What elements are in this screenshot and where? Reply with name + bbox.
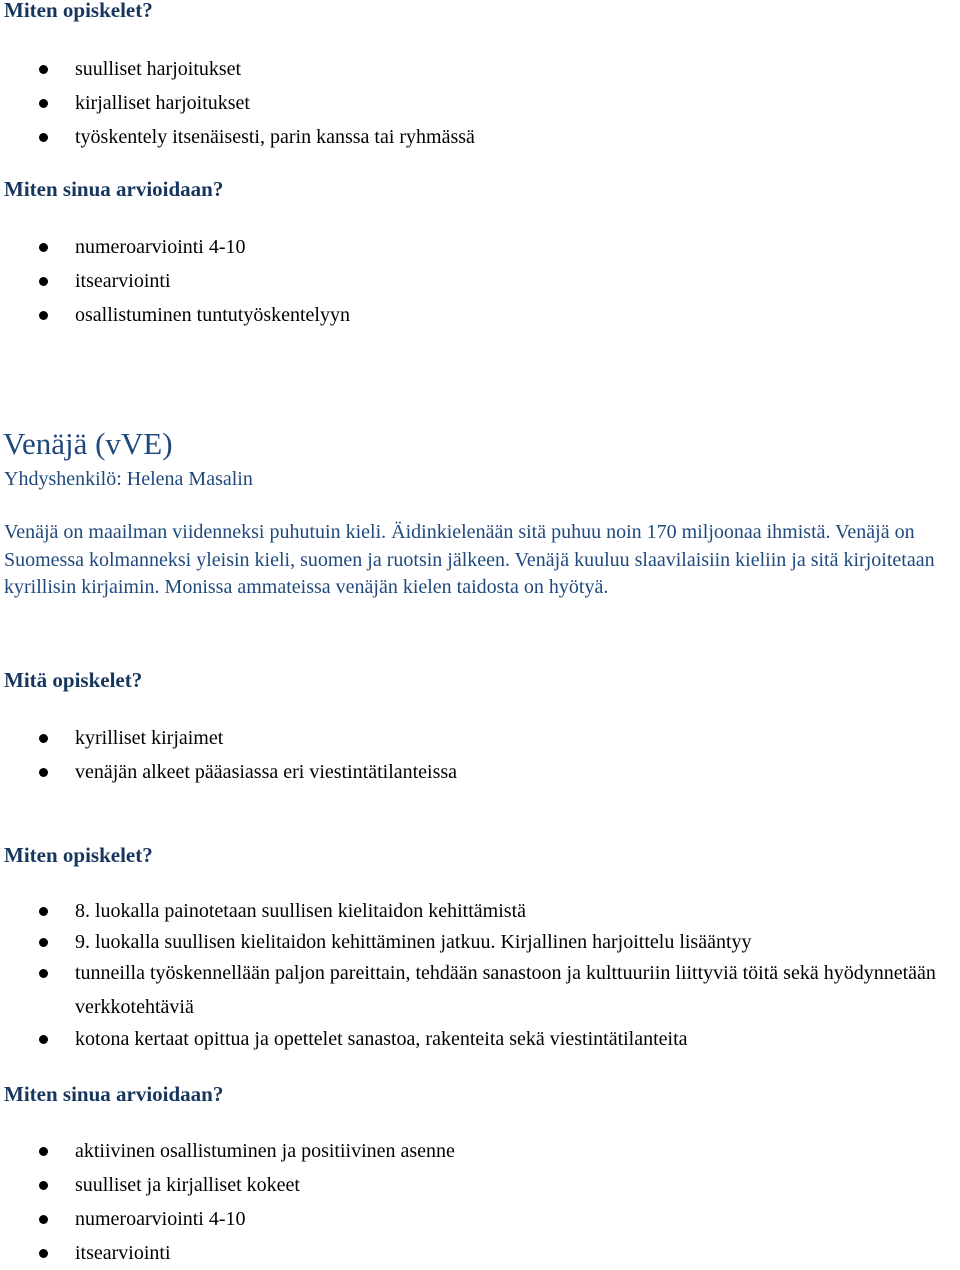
bullet-icon: [39, 734, 48, 743]
subject-title: Venäjä (vVE): [3, 426, 173, 461]
bullet-icon: [39, 1215, 48, 1224]
bullet-icon: [39, 969, 48, 978]
bullet-icon: [39, 99, 48, 108]
bullet-icon: [39, 1181, 48, 1190]
heading-assessment-2: Miten sinua arvioidaan?: [4, 1082, 224, 1106]
bullet-icon: [39, 768, 48, 777]
bullet-icon: [39, 65, 48, 74]
bullet-icon: [39, 938, 48, 947]
bullet-icon: [39, 277, 48, 286]
heading-how-you-study: Miten opiskelet?: [4, 0, 153, 22]
subject-intro: Venäjä on maailman viidenneksi puhutuin kieli. Äidinkielenään sitä puhuu noin 170 miljoonaa ihmistä. Venäjä on Suomessa kolmanneksi yleisin kieli, suomen ja ruotsin jälkeen. Venäjä kuuluu slaavilaisiin kieliin ja sitä kirjoitetaan kyrillisin kirjaimin. Monissa ammateissa venäjän kielen taidosta on hyötyä.: [4, 521, 935, 598]
contact-person: Yhdyshenkilö: Helena Masalin: [4, 468, 253, 490]
bullet-icon: [39, 1249, 48, 1258]
bullet-icon: [39, 1035, 48, 1044]
heading-how-you-study-2: Miten opiskelet?: [4, 843, 153, 867]
heading-what-you-study: Mitä opiskelet?: [4, 668, 143, 692]
heading-assessment: Miten sinua arvioidaan?: [4, 177, 224, 201]
bullet-icon: [39, 243, 48, 252]
bullet-icon: [39, 907, 48, 916]
bullet-icon: [39, 311, 48, 320]
bullet-icon: [39, 133, 48, 142]
bullet-icon: [39, 1147, 48, 1156]
